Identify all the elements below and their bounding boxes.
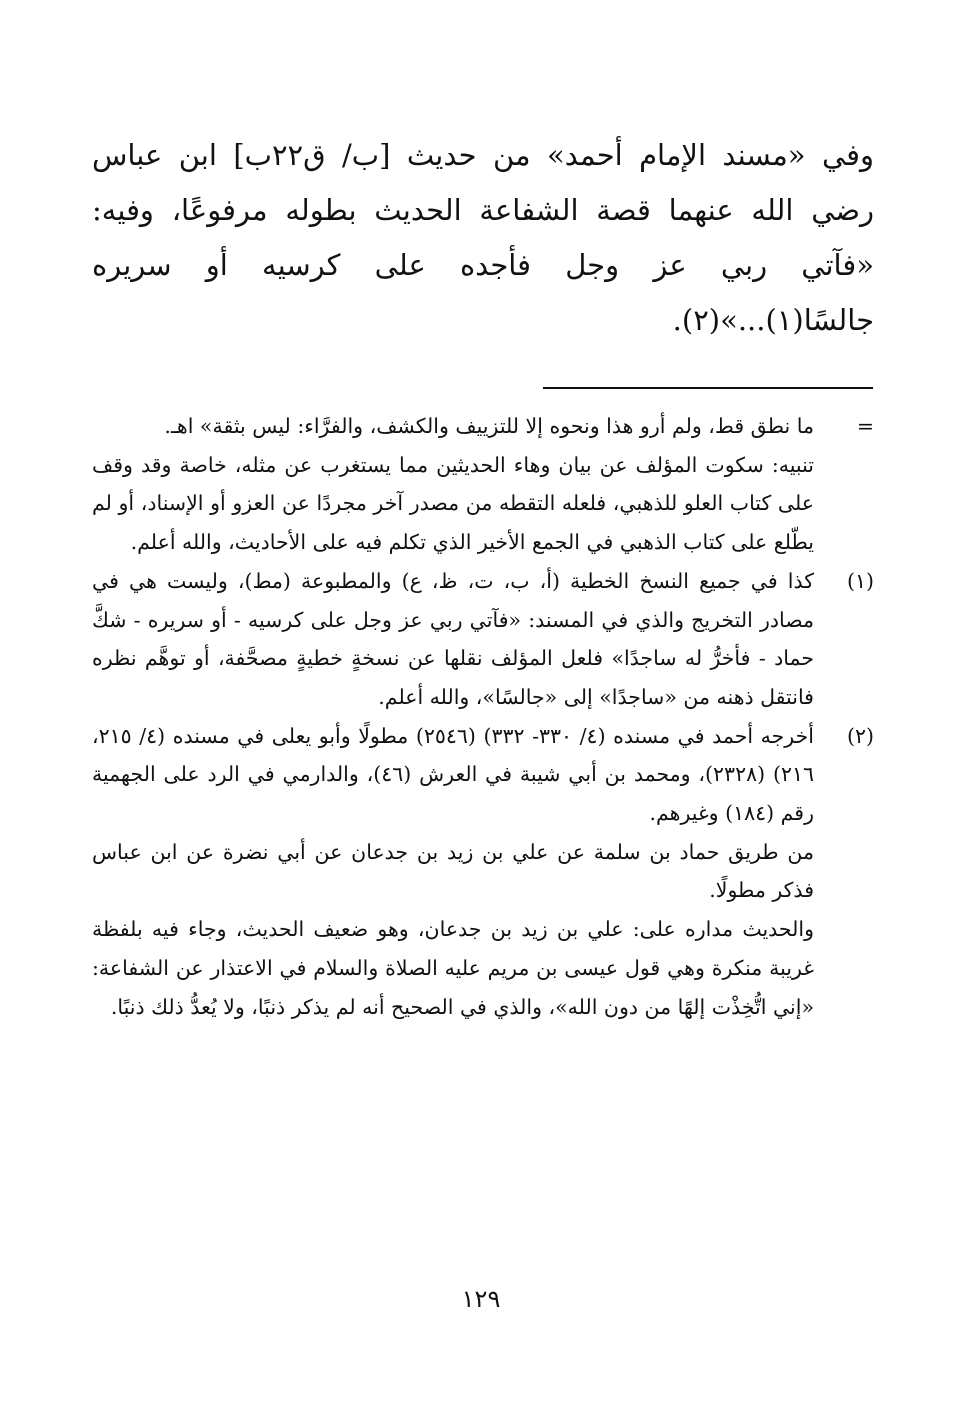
footnote-1: [92, 562, 874, 717]
footnote-1-body: [92, 562, 814, 717]
main-text-block: [92, 128, 874, 348]
footnote-paragraph: من طريق حماد بن سلمة عن علي بن زيد بن جدعان عن أبي نضرة عن ابن عباس فذكر مطولًا.: [92, 839, 814, 903]
footnote-paragraph: والحديث مداره على: علي بن زيد بن جدعان، وهو ضعيف الحديث، وجاء فيه بلفظة غريبة منكرة وهي قول عيسى بن مريم عليه الصلاة والسلام في الاعتذار عن الشفاعة: «إني اتُّخِذْت إلهًا من دون الله»، والذي في الصحيح أنه لم يذكر ذنبًا، ولا يُعدُّ ذلك ذنبًا.: [92, 917, 814, 1019]
footnote-continuation-body: [92, 407, 814, 562]
footnote-1-marker: (١): [846, 568, 874, 593]
footnote-paragraph: كذا في جميع النسخ الخطية (أ، ب، ت، ظ، ع) والمطبوعة (مط)، وليست هي في مصادر التخريج والذي في المسند: «فآتي ربي عز وجل على كرسيه - أو سريره - شكَّ حماد - فأخرُّ له ساجدًا» فلعل المؤلف نقلها عن نسخةٍ خطيةٍ مصحَّفة، أو توهَّم نظره فانتقل ذهنه من «ساجدًا» إلى «جالسًا»، والله أعلم.: [92, 568, 814, 709]
footnote-separator-rule: [543, 387, 873, 389]
footnote-continuation: [92, 407, 874, 562]
page-number: ١٢٩: [461, 1285, 501, 1313]
footnote-2: [92, 717, 874, 1027]
footnote-2-body: [92, 717, 814, 1027]
footnote-paragraph: أخرجه أحمد في مسنده (٤/ ٣٣٠- ٣٣٢) (٢٥٤٦) مطولًا وأبو يعلى في مسنده (٤/ ٢١٥، ٢١٦) (٢٣٢٨)، ومحمد بن أبي شيبة في العرش (٤٦)، والدارمي في الرد على الجهمية رقم (١٨٤) وغيرهم.: [92, 723, 814, 826]
footnotes-section: [92, 407, 874, 1026]
footnote-2-marker: (٢): [846, 723, 874, 748]
continuation-marker: =: [856, 414, 874, 438]
main-paragraph: وفي «مسند الإمام أحمد» من حديث [ب/ ق٢٢ب] ابن عباس رضي الله عنهما قصة الشفاعة الحديث بطوله مرفوعًا، وفيه: «فآتي ربي عز وجل فأجده على كرسيه أو سريره جالسًا(١)...»(٢).: [92, 138, 875, 337]
footnote-paragraph: تنبيه: سكوت المؤلف عن بيان وهاء الحديثين مما يستغرب عن مثله، خاصة وقد وقف على كتاب العلو للذهبي، فلعله التقطه من مصدر آخر مجردًا عن العزو أو الإسناد، أو لم يطّلع على كتاب الذهبي في الجمع الأخير الذي تكلم فيه على الأحاديث، والله أعلم.: [92, 452, 814, 555]
footnote-paragraph: ما نطق قط، ولم أرو هذا ونحوه إلا للتزييف والكشف، والفرَّاء: ليس بثقة» اهـ.: [164, 414, 814, 438]
